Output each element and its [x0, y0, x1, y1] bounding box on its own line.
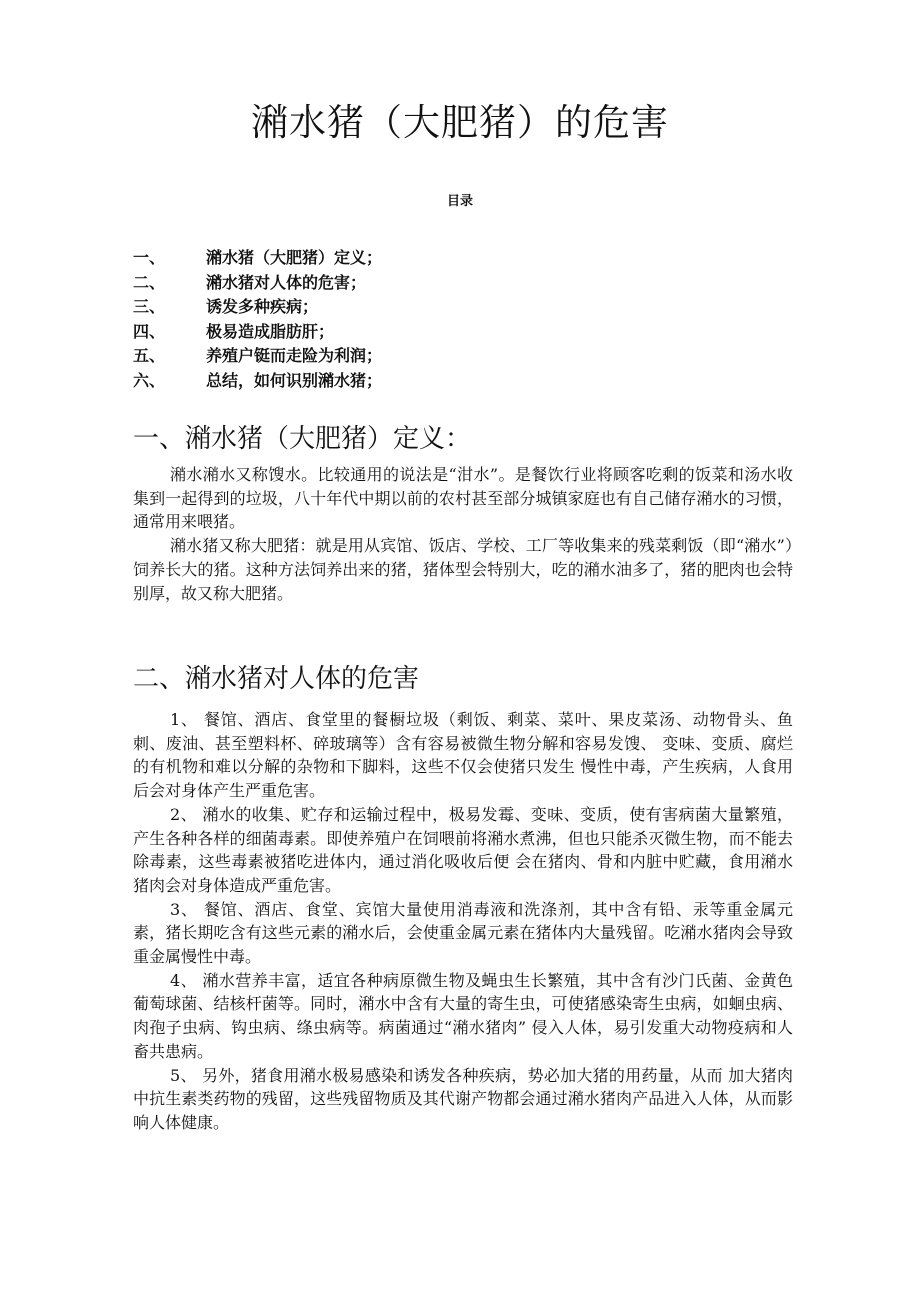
- toc-item-number: 六、: [133, 370, 166, 390]
- toc-item: [133, 320, 833, 345]
- toc-item-text: 潲水猪（大肥猪）定义；: [206, 248, 383, 267]
- toc-item-text: 养殖户铤而走险为利润；: [206, 346, 383, 365]
- toc-item-number: 四、: [133, 321, 166, 341]
- toc-item-number: 一、: [133, 248, 166, 267]
- toc-item-number: 三、: [133, 297, 166, 316]
- section1-heading: 一、潲水猪（大肥猪）定义：: [133, 424, 472, 454]
- toc-item: [133, 246, 833, 271]
- toc-item-text: 潲水猪对人体的危害；: [206, 272, 367, 292]
- toc-item: [133, 344, 833, 369]
- section1-paragraph: 潲水潲水又称馊水。比较通用的说法是“泔水”。是餐饮行业将顾客吃剩的饭菜和汤水收集到一起得到的垃圾，八十年代中期以前的农村甚至部分城镇家庭也有自己储存潲水的习惯，通常用来喂猪。: [133, 465, 793, 532]
- toc-item: [133, 369, 833, 394]
- section1-paragraph: 潲水猪又称大肥猪：就是用从宾馆、饭店、学校、工厂等收集来的残菜剩饭（即“潲水”）饲养长大的猪。这种方法饲养出来的猪，猪体型会特别大，吃的潲水油多了，猪的肥肉也会特别厚，故又称大肥猪。: [133, 536, 793, 603]
- section2-paragraph: 3、 餐馆、酒店、食堂、宾馆大量使用消毒液和洗涤剂，其中含有铅、汞等重金属元素，猪长期吃含有这些元素的潲水后，会使重金属元素在猪体内大量残留。吃潲水猪肉会导致重金属慢性中毒。: [133, 899, 793, 967]
- toc-label: 目录: [446, 194, 473, 209]
- toc-item-number: 二、: [133, 272, 166, 292]
- section2-body: [133, 708, 793, 1135]
- section2-paragraph: 4、 潲水营养丰富，适宜各种病原微生物及蝇虫生长繁殖，其中含有沙门氏菌、金黄色葡萄球菌、结核杆菌等。同时，潲水中含有大量的寄生虫，可使猪感染寄生虫病，如蛔虫病、肉孢子虫病、钩虫病、绦虫病等。病菌通过“潲水猪肉” 侵入人体，易引发重大动物疫病和人畜共患病。: [133, 970, 793, 1061]
- document-title: 潲水猪（大肥猪）的危害: [251, 101, 669, 144]
- section2-heading: 二、潲水猪对人体的危害: [133, 664, 420, 694]
- toc-item-number: 五、: [133, 346, 166, 365]
- toc-item: [133, 271, 833, 296]
- section1-body: [133, 463, 793, 605]
- section2-paragraph: 2、 潲水的收集、贮存和运输过程中，极易发霉、变味、变质，使有害病菌大量繁殖，产生各种各样的细菌毒素。即使养殖户在饲喂前将潲水煮沸，但也只能杀灭微生物，而不能去除毒素，这些毒素被猪吃进体内，通过消化吸收后便 会在猪肉、骨和内脏中贮藏，食用潲水猪肉会对身体造成严重危害。: [133, 804, 793, 895]
- table-of-contents: [133, 246, 833, 393]
- section2-paragraph: 5、 另外，猪食用潲水极易感染和诱发各种疾病，势必加大猪的用药量，从而 加大猪肉中抗生素类药物的残留，这些残留物质及其代谢产物都会通过潲水猪肉产品进入人体，从而影响人体健康。: [133, 1065, 793, 1132]
- toc-item: [133, 295, 833, 320]
- section2-paragraph: 1、 餐馆、酒店、食堂里的餐橱垃圾（剩饭、剩菜、菜叶、果皮菜汤、动物骨头、鱼刺、废油、甚至塑料杯、碎玻璃等）含有容易被微生物分解和容易发馊、 变味、变质、腐烂的有机物和难以分解的杂物和下脚料，这些不仅会使猪只发生 慢性中毒，产生疾病，人食用后会对身体产生严重危害。: [133, 710, 793, 801]
- toc-item-text: 诱发多种疾病；: [206, 297, 319, 316]
- toc-item-text: 极易造成脂肪肝；: [206, 321, 335, 341]
- toc-item-text: 总结，如何识别潲水猪；: [206, 370, 383, 390]
